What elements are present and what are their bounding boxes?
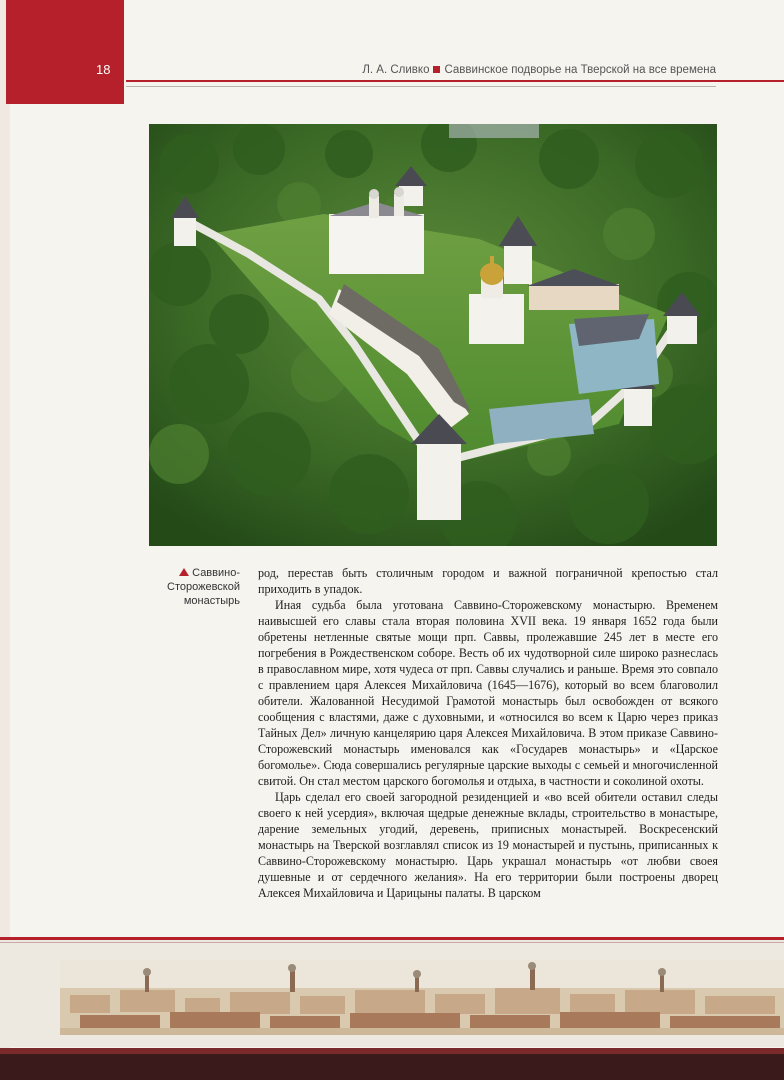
footer-rule-thin <box>0 942 784 943</box>
monastery-aerial-photo <box>149 124 717 546</box>
panorama-illustration <box>60 960 784 1035</box>
running-head-author: Л. А. Сливко <box>362 64 430 76</box>
page-number: 18 <box>96 62 111 77</box>
paragraph: Иная судьба была уготована Саввино-Сторожевскому монастырю. Временем наивысшей его славы стала вторая половина XVII века. 19 января 1652 года были обретены нетленные святые мощи прп. Саввы, пролежавшие 245 лет в месте его погребения в Рождественском соборе. Весть об их чудотворной силе широко разнеслась в православном мире, хотя чудеса от прп. Саввы случались и раньше. Время это совпало с правлением царя Алексея Михайловича (1645—1676), который во всем благоволил обители. Жалованной Несудимой Грамотой монастырь был освобожден от всякого сообщения с властями, даже с духовными, и «относился во всем к Царю через приказ Тайных Дел» личную канцелярию царя Алексея Михайловича. В этом приказе Саввино-Сторожевский монастырь именовался как «Государев монастырь» и «Царское богомолье». Сюда совершались регулярные царские выходы с семьей и многочисленной свитой. Он стал местом царского богомолья и отдыха, в частности и соколиной охоты. <box>258 598 718 788</box>
caption-line-2: Сторожевской <box>167 581 240 593</box>
caption-line-1: Саввино- <box>192 567 240 579</box>
triangle-marker-icon <box>179 568 189 576</box>
page-gutter <box>0 0 10 1080</box>
page-number-block <box>6 0 124 104</box>
body-text <box>258 565 718 901</box>
caption-line-3: монастырь <box>183 595 240 607</box>
page-bottom-stripe <box>0 1048 784 1054</box>
header-rule-thin <box>126 86 716 87</box>
photo-caption <box>150 566 240 608</box>
running-head-title: Саввинское подворье на Тверской на все времена <box>444 64 716 76</box>
header-rule <box>126 80 784 82</box>
running-head <box>362 64 716 76</box>
square-bullet-icon <box>433 66 440 73</box>
paragraph: род, перестав быть столичным городом и важной пограничной крепостью стал приходить в упадок. <box>258 566 718 596</box>
footer-rule <box>0 937 784 940</box>
photo-illustration <box>149 124 717 546</box>
city-panorama-engraving <box>60 960 784 1035</box>
paragraph: Царь сделал его своей загородной резиденцией и «во всей обители оставил следы своего к ней усердия», включая щедрые денежные вклады, строительство в монастыре, дарение земельных угодий, деревень, приписных монастырей. Воскресенский монастырь на Тверской возглавлял список из 19 монастырей и пустынь, приписанных к Саввино-Сторожевскому монастырю. Царь украшал монастырь «от любви своея душевные и от сердечного желания». На его территории были построены дворец Алексея Михайловича и Царицыны палаты. В царском <box>258 790 718 900</box>
